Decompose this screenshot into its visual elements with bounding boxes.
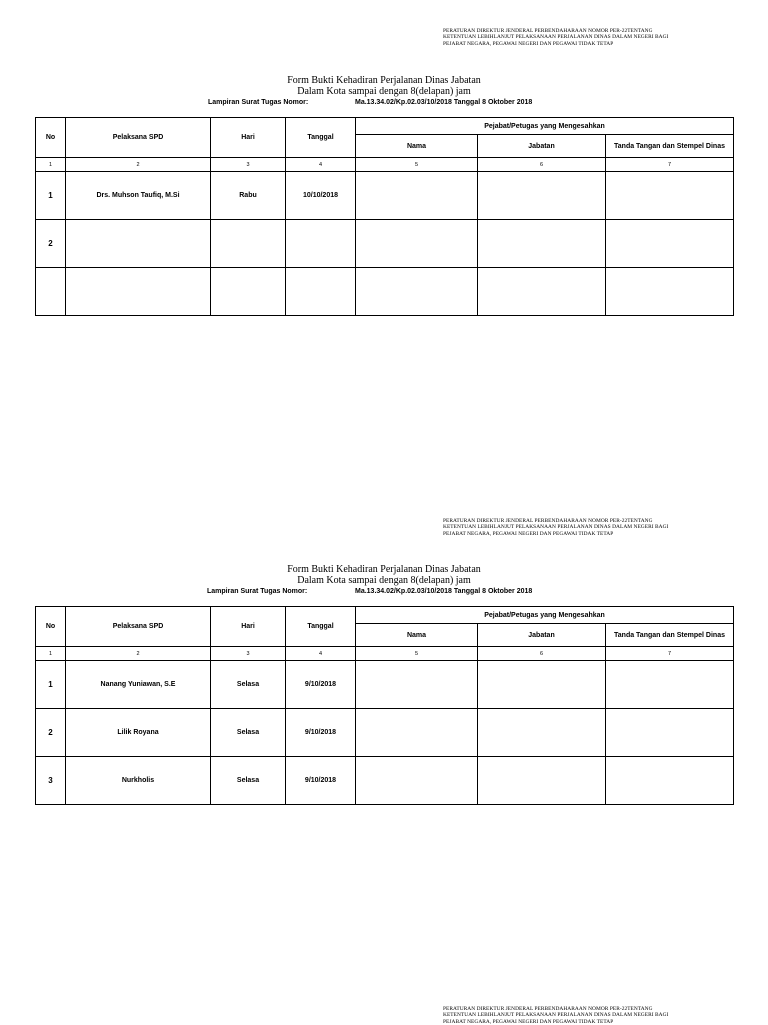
form-title: [0, 75, 768, 97]
row-nama-field[interactable]: [356, 661, 478, 709]
row-nama-field[interactable]: [356, 268, 478, 316]
form-title-line-1: Form Bukti Kehadiran Perjalanan Dinas Jabatan: [287, 75, 481, 86]
table-row: [36, 709, 734, 757]
row-signature-field[interactable]: [606, 220, 734, 268]
row-tanggal: 10/10/2018: [286, 172, 356, 220]
col-number: 7: [606, 647, 734, 661]
row-no: 1: [36, 661, 66, 709]
table-row: [36, 661, 734, 709]
col-number: 6: [478, 158, 606, 172]
header-pelaksana: Pelaksana SPD: [66, 118, 211, 158]
row-pelaksana: Nurkholis: [66, 757, 211, 805]
row-jabatan-field[interactable]: [478, 268, 606, 316]
header-nama: Nama: [356, 135, 478, 158]
attendance-table: [35, 606, 734, 805]
row-pelaksana: [66, 220, 211, 268]
row-pelaksana: Drs. Muhson Taufiq, M.Si: [66, 172, 211, 220]
row-hari: Selasa: [211, 757, 286, 805]
row-pelaksana: [66, 268, 211, 316]
regulation-header-note: [443, 28, 743, 47]
row-signature-field[interactable]: [606, 172, 734, 220]
header-hari: Hari: [211, 118, 286, 158]
row-jabatan-field[interactable]: [478, 220, 606, 268]
header-ttd: Tanda Tangan dan Stempel Dinas: [606, 624, 734, 647]
regulation-line-1: PERATURAN DIREKTUR JENDERAL PERBENDAHARAAN NOMOR PER-22TENTANG: [443, 28, 653, 34]
row-hari: Rabu: [211, 172, 286, 220]
table-row: [36, 268, 734, 316]
row-jabatan-field[interactable]: [478, 757, 606, 805]
row-hari: Selasa: [211, 709, 286, 757]
col-number: 5: [356, 647, 478, 661]
regulation-line-1: PERATURAN DIREKTUR JENDERAL PERBENDAHARAAN NOMOR PER-22TENTANG: [443, 1006, 653, 1012]
row-no: 2: [36, 709, 66, 757]
row-pelaksana: Nanang Yuniawan, S.E: [66, 661, 211, 709]
attendance-table: [35, 117, 734, 316]
header-jabatan: Jabatan: [478, 624, 606, 647]
col-number: 6: [478, 647, 606, 661]
header-no: No: [36, 118, 66, 158]
lampiran-label: Lampiran Surat Tugas Nomor:: [207, 588, 308, 595]
row-tanggal: 9/10/2018: [286, 661, 356, 709]
row-tanggal: 9/10/2018: [286, 709, 356, 757]
regulation-line-3: PEJABAT NEGARA, PEGAWAI NEGERI DAN PEGAWAI TIDAK TETAP: [443, 40, 614, 47]
row-signature-field[interactable]: [606, 709, 734, 757]
table-row: [36, 172, 734, 220]
row-jabatan-field[interactable]: [478, 661, 606, 709]
regulation-line-3: PEJABAT NEGARA, PEGAWAI NEGERI DAN PEGAWAI TIDAK TETAP: [443, 1018, 614, 1025]
header-tanggal: Tanggal: [286, 607, 356, 647]
header-hari: Hari: [211, 607, 286, 647]
lampiran-value: Ma.13.34.02/Kp.02.03/10/2018 Tanggal 8 Oktober 2018: [355, 99, 533, 106]
row-signature-field[interactable]: [606, 661, 734, 709]
regulation-header-note: [443, 518, 743, 537]
row-nama-field[interactable]: [356, 172, 478, 220]
row-nama-field[interactable]: [356, 220, 478, 268]
header-tanggal: Tanggal: [286, 118, 356, 158]
col-number: 7: [606, 158, 734, 172]
col-number: 4: [286, 158, 356, 172]
row-signature-field[interactable]: [606, 268, 734, 316]
row-pelaksana: Lilik Royana: [66, 709, 211, 757]
row-jabatan-field[interactable]: [478, 172, 606, 220]
form-title: [0, 564, 768, 586]
row-tanggal: 9/10/2018: [286, 757, 356, 805]
row-no: 3: [36, 757, 66, 805]
header-pejabat: Pejabat/Petugas yang Mengesahkan: [356, 607, 734, 624]
row-jabatan-field[interactable]: [478, 709, 606, 757]
regulation-line-2: KETENTUAN LEBIHLANJUT PELAKSANAAN PERJALANAN DINAS DALAM NEGERI BAGI: [443, 1012, 669, 1019]
regulation-line-2: KETENTUAN LEBIHLANJUT PELAKSANAAN PERJALANAN DINAS DALAM NEGERI BAGI: [443, 524, 669, 531]
col-number: 3: [211, 158, 286, 172]
header-nama: Nama: [356, 624, 478, 647]
table-row: [36, 220, 734, 268]
lampiran-value: Ma.13.34.02/Kp.02.03/10/2018 Tanggal 8 Oktober 2018: [355, 588, 533, 595]
row-no: 2: [36, 220, 66, 268]
regulation-line-3: PEJABAT NEGARA, PEGAWAI NEGERI DAN PEGAWAI TIDAK TETAP: [443, 530, 614, 537]
row-nama-field[interactable]: [356, 757, 478, 805]
header-pejabat: Pejabat/Petugas yang Mengesahkan: [356, 118, 734, 135]
form-title-line-1: Form Bukti Kehadiran Perjalanan Dinas Jabatan: [287, 564, 481, 575]
col-number: 2: [66, 158, 211, 172]
col-number: 5: [356, 158, 478, 172]
row-tanggal: [286, 220, 356, 268]
row-hari: [211, 220, 286, 268]
row-hari: [211, 268, 286, 316]
row-nama-field[interactable]: [356, 709, 478, 757]
row-no: 1: [36, 172, 66, 220]
row-tanggal: [286, 268, 356, 316]
lampiran-label: Lampiran Surat Tugas Nomor:: [208, 99, 309, 106]
row-signature-field[interactable]: [606, 757, 734, 805]
col-number: 1: [36, 158, 66, 172]
form-title-line-2: Dalam Kota sampai dengan 8(delapan) jam: [297, 86, 471, 97]
row-hari: Selasa: [211, 661, 286, 709]
table-row: [36, 757, 734, 805]
form-title-line-2: Dalam Kota sampai dengan 8(delapan) jam: [297, 575, 471, 586]
col-number: 1: [36, 647, 66, 661]
regulation-line-1: PERATURAN DIREKTUR JENDERAL PERBENDAHARAAN NOMOR PER-22TENTANG: [443, 518, 653, 524]
header-jabatan: Jabatan: [478, 135, 606, 158]
regulation-header-note: [443, 1006, 743, 1025]
col-number: 4: [286, 647, 356, 661]
header-no: No: [36, 607, 66, 647]
col-number: 2: [66, 647, 211, 661]
header-pelaksana: Pelaksana SPD: [66, 607, 211, 647]
regulation-line-2: KETENTUAN LEBIHLANJUT PELAKSANAAN PERJALANAN DINAS DALAM NEGERI BAGI: [443, 34, 669, 41]
col-number: 3: [211, 647, 286, 661]
row-no: [36, 268, 66, 316]
header-ttd: Tanda Tangan dan Stempel Dinas: [606, 135, 734, 158]
